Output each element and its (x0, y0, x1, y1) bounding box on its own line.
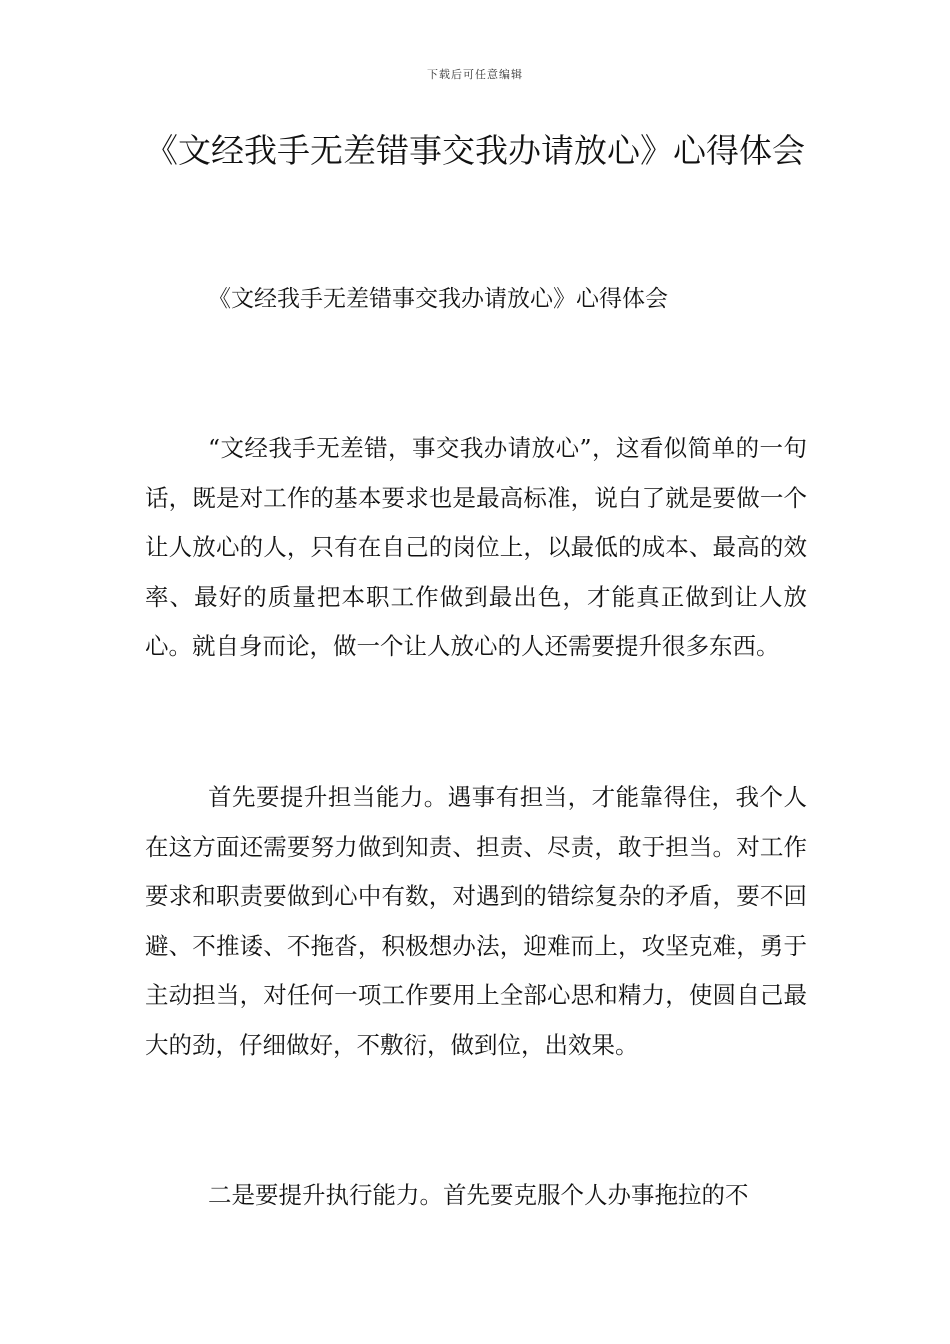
paragraph-2: 首先要提升担当能力。遇事有担当，才能靠得住，我个人在这方面还需要努力做到知责、担责、尽责，敢于担当。对工作要求和职责要做到心中有数，对遇到的错综复杂的矛盾，要不回避、不推诿、不拖沓，积极想办法，迎难而上，攻坚克难，勇于主动担当，对任何一项工作要用上全部心思和精力，使圆自己最大的劲，仔细做好，不敷衍，做到位，出效果。 (145, 783, 807, 1059)
paragraph-1: “文经我手无差错，事交我办请放心”，这看似简单的一句话，既是对工作的基本要求也是最高标准，说白了就是要做一个让人放心的人，只有在自己的岗位上，以最低的成本、最高的效率、最好的质量把本职工作做到最出色，才能真正做到让人放心。就自身而论，做一个让人放心的人还需要提升很多东西。 (145, 434, 807, 660)
header-note: 下载后可任意编辑 (427, 68, 523, 81)
document-title: 《文经我手无差错事交我办请放心》心得体会 (145, 131, 805, 170)
document-subtitle: 《文经我手无差错事交我办请放心》心得体会 (208, 286, 668, 312)
paragraph-3: 二是要提升执行能力。首先要克服个人办事拖拉的不 (208, 1181, 749, 1209)
